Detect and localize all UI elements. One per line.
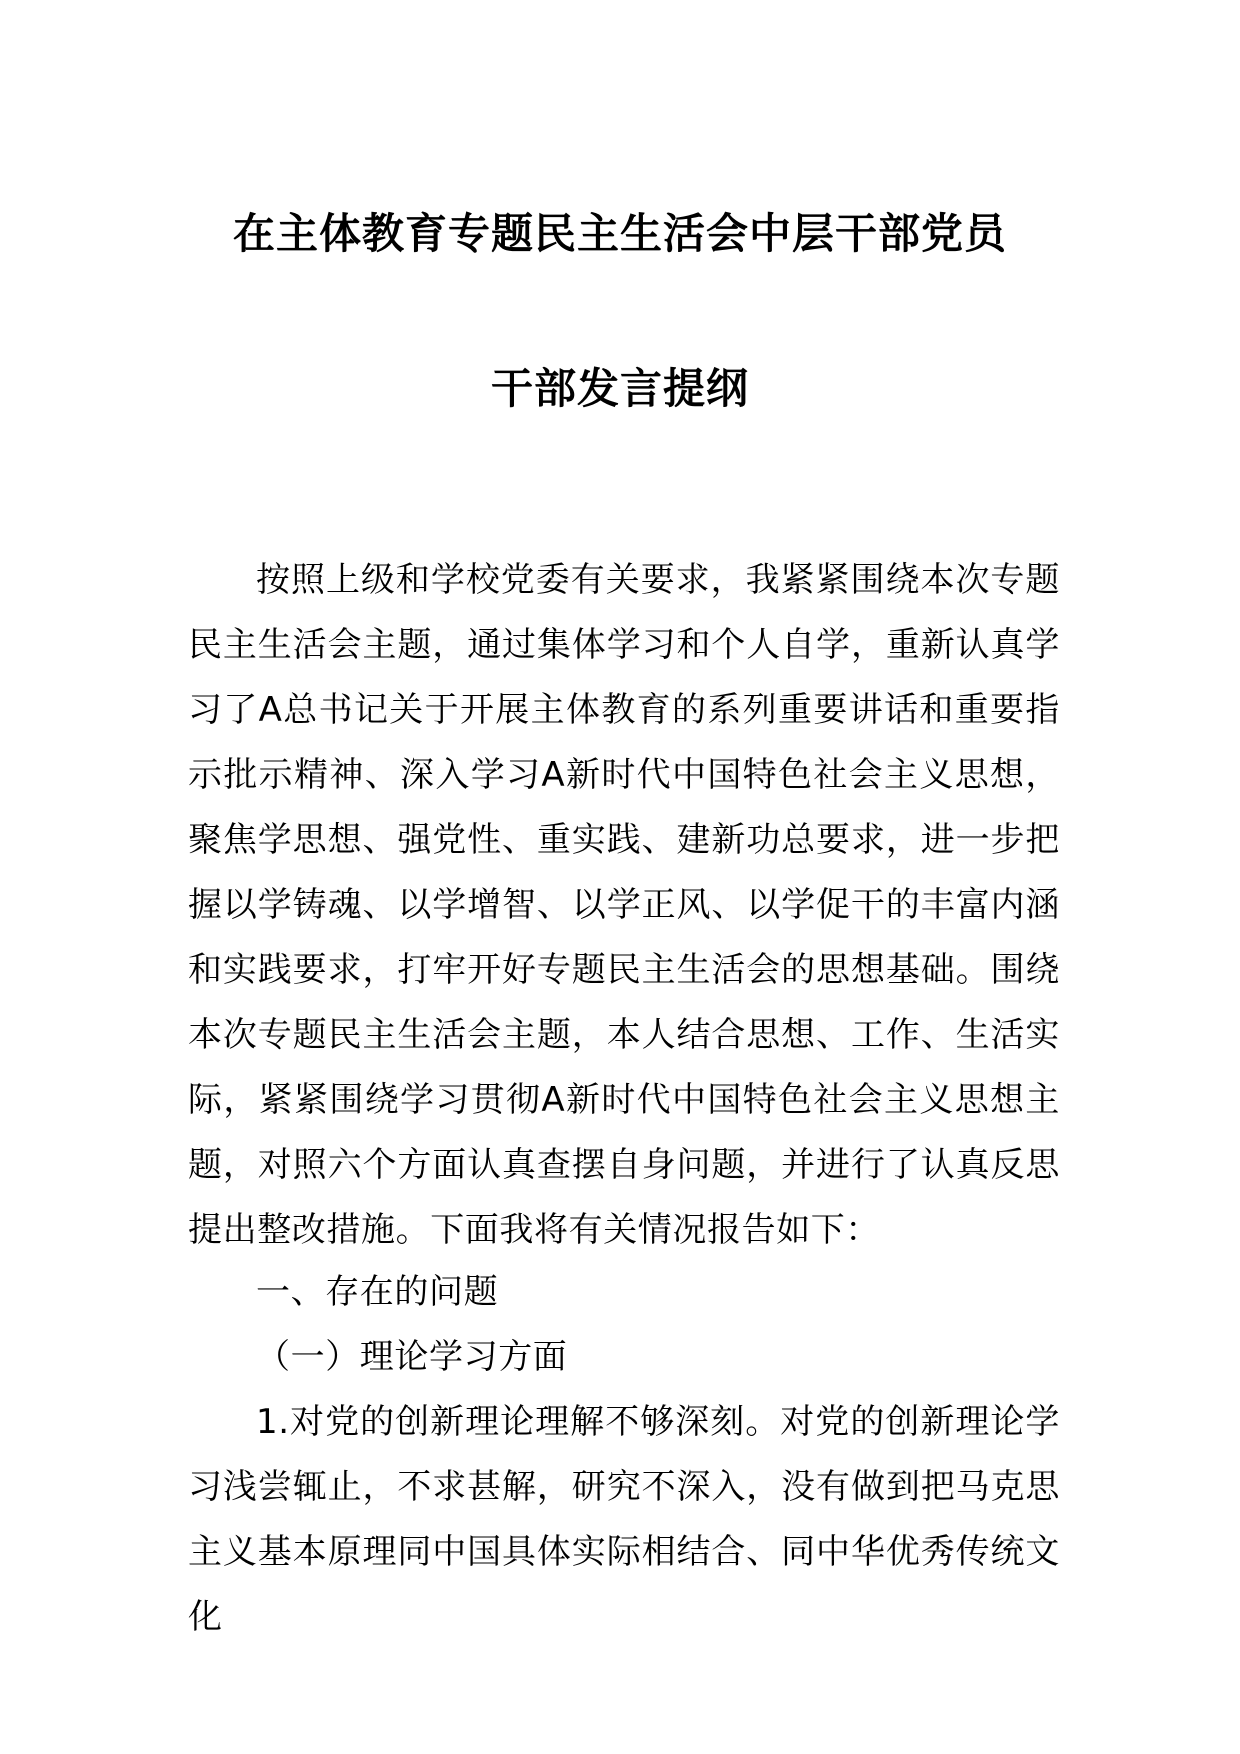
document-title-line-2: 干部发言提纲 [490,364,749,413]
intro-paragraph: 按照上级和学校党委有关要求，我紧紧围绕本次专题民主生活会主题，通过集体学习和个人自学，重新认真学习了A总书记关于开展主体教育的系列重要讲话和重要指示批示精神、深入学习A新时代中国特色社会主义思想，聚焦学思想、强党性、重实践、建新功总要求，进一步把握以学铸魂、以学增智、以学正风、以学促干的丰富内涵和实践要求，打牢开好专题民主生活会的思想基础。围绕本次专题民主生活会主题，本人结合思想、工作、生活实际，紧紧围绕学习贯彻A新时代中国特色社会主义思想主题，对照六个方面认真查摆自身问题，并进行了认真反思提出整改措施。下面我将有关情况报告如下： [188,560,1060,1250]
document-title-line-1: 在主体教育专题民主生活会中层干部党员 [232,209,1007,258]
item-paragraph: 1.对党的创新理论理解不够深刻。对党的创新理论学习浅尝辄止，不求甚解，研究不深入，没有做到把马克思主义基本原理同中国具体实际相结合、同中华优秀传统文化 [188,1402,1060,1637]
subsection-heading: （一）理论学习方面 [256,1337,568,1377]
section-heading: 一、存在的问题 [256,1272,499,1312]
